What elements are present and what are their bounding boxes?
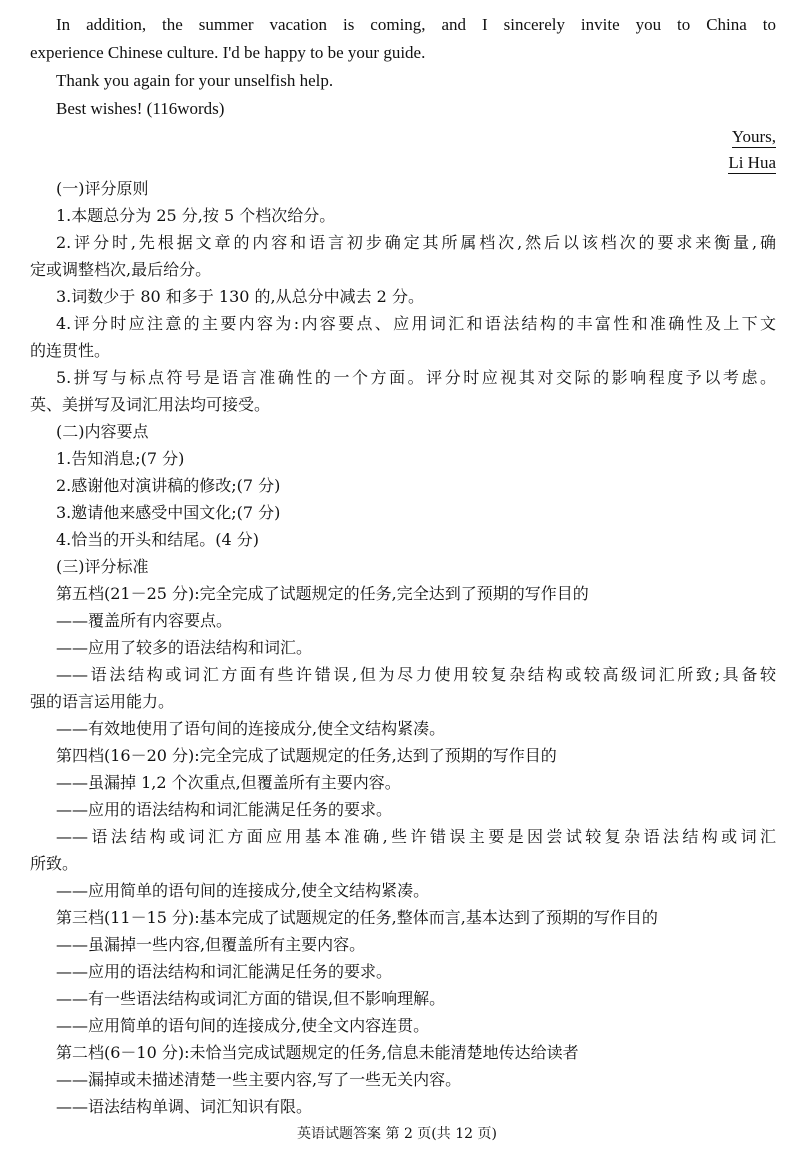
content-point: 4.恰当的开头和结尾。(4 分) (56, 530, 260, 549)
rule-item-cont: 英、美拼写及词汇用法均可接受。 (30, 395, 271, 414)
rule-item-cont: 定或调整档次,最后给分。 (30, 260, 212, 279)
page-footer: 英语试题答案 第 2 页(共 12 页) (297, 1126, 497, 1142)
section-heading: (一)评分原则 (56, 179, 149, 198)
rule-item: 1.本题总分为 25 分,按 5 个档次给分。 (56, 206, 336, 225)
grade-bullet: ——语法结构或词汇方面有些许错误,但为尽力使用较复杂结构或较高级词汇所致;具备较 (56, 665, 776, 684)
grade-bullet: ——应用的语法结构和词汇能满足任务的要求。 (56, 800, 393, 819)
grade-bullet: ——应用了较多的语法结构和词汇。 (56, 638, 313, 657)
letter-signature (30, 150, 776, 176)
grade-title: 第二档(6－10 分):未恰当完成试题规定的任务,信息未能清楚地传达给读者 (56, 1043, 579, 1062)
letter-line: Best wishes! (116words) (56, 99, 225, 118)
section-heading: (二)内容要点 (56, 422, 149, 441)
grade-bullet: ——语法结构单调、词汇知识有限。 (56, 1097, 313, 1116)
grade-bullet-cont: 所致。 (30, 854, 79, 873)
letter-line: Thank you again for your unselfish help. (56, 71, 334, 90)
content-point: 2.感谢他对演讲稿的修改;(7 分) (56, 476, 281, 495)
rule-item: 3.词数少于 80 和多于 130 的,从总分中减去 2 分。 (56, 287, 424, 306)
grade-title: 第三档(11－15 分):基本完成了试题规定的任务,整体而言,基本达到了预期的写作目的 (56, 908, 658, 927)
rule-item: 5.拼写与标点符号是语言准确性的一个方面。评分时应视其对交际的影响程度予以考虑。 (56, 368, 776, 387)
grade-bullet: ——有效地使用了语句间的连接成分,使全文结构紧凑。 (56, 719, 446, 738)
signature-text: Li Hua (728, 153, 776, 172)
grade-bullet-cont: 强的语言运用能力。 (30, 692, 175, 711)
grade-bullet: ——虽漏掉 1,2 个次重点,但覆盖所有主要内容。 (56, 773, 401, 792)
grade-bullet: ——覆盖所有内容要点。 (56, 611, 233, 630)
closing-text: Yours, (731, 127, 776, 146)
grade-bullet: ——虽漏掉一些内容,但覆盖所有主要内容。 (56, 935, 366, 954)
rule-item-cont: 的连贯性。 (30, 341, 111, 360)
letter-closing (30, 124, 776, 150)
content-point: 3.邀请他来感受中国文化;(7 分) (56, 503, 281, 522)
grade-bullet: ——应用简单的语句间的连接成分,使全文内容连贯。 (56, 1016, 430, 1035)
grade-bullet: ——应用的语法结构和词汇能满足任务的要求。 (56, 962, 393, 981)
grade-title: 第四档(16－20 分):完全完成了试题规定的任务,达到了预期的写作目的 (56, 746, 557, 765)
letter-line: In addition, the summer vacation is coming, and I sincerely invite you to China to (56, 15, 776, 34)
grade-bullet: ——语法结构或词汇方面应用基本准确,些许错误主要是因尝试较复杂语法结构或词汇 (56, 827, 776, 846)
section-heading: (三)评分标准 (56, 557, 149, 576)
grade-bullet: ——应用简单的语句间的连接成分,使全文结构紧凑。 (56, 881, 430, 900)
rule-item: 4.评分时应注意的主要内容为:内容要点、应用词汇和语法结构的丰富性和准确性及上下文 (56, 314, 776, 333)
grade-bullet: ——有一些语法结构或词汇方面的错误,但不影响理解。 (56, 989, 446, 1008)
letter-line: experience Chinese culture. I'd be happy to be your guide. (30, 43, 426, 62)
rule-item: 2.评分时,先根据文章的内容和语言初步确定其所属档次,然后以该档次的要求来衡量,确 (56, 233, 776, 252)
grade-bullet: ——漏掉或未描述清楚一些主要内容,写了一些无关内容。 (56, 1070, 462, 1089)
content-point: 1.告知消息;(7 分) (56, 449, 185, 468)
grade-title: 第五档(21－25 分):完全完成了试题规定的任务,完全达到了预期的写作目的 (56, 584, 589, 603)
